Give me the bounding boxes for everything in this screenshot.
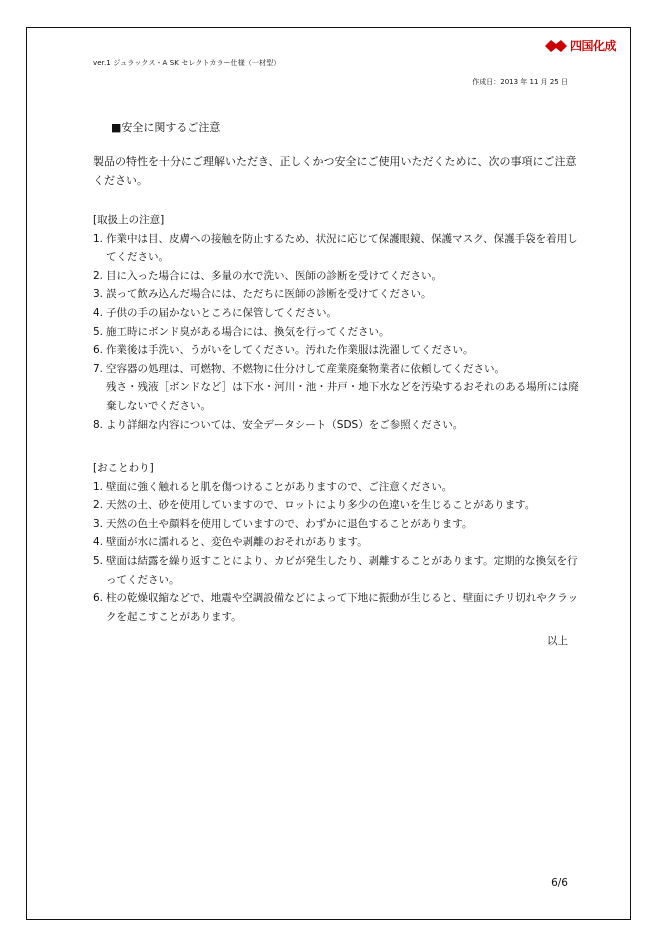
list-item (93, 478, 588, 497)
item-text: 壁面に強く触れると肌を傷つけることがありますので、ご注意ください。 (106, 480, 453, 493)
list-item (93, 267, 588, 286)
list-item (93, 323, 588, 342)
version-label: ver.1 ジュラックス・A SK セレクトカラー仕様（一材型） (93, 59, 281, 67)
item-number: 2. (93, 269, 104, 282)
item-number: 5. (93, 554, 104, 567)
item-number: 2. (93, 499, 104, 512)
item-number: 5. (93, 325, 104, 338)
handling-heading: [取扱上の注意] (93, 214, 165, 226)
company-name: 四国化成 (569, 39, 616, 53)
list-item (93, 515, 588, 534)
item-text: 目に入った場合には、多量の水で洗い、医師の診断を受けてください。 (106, 269, 442, 282)
item-text: より詳細な内容については、安全データシート（SDS）をご参照ください。 (106, 418, 464, 431)
item-text: 天然の色土や顔料を使用していますので、わずかに退色することがあります。 (106, 517, 473, 530)
item-text: 作業中は目、皮膚への接触を防止するため、状況に応じて保護眼鏡、保護マスク、保護手袋を着用してください。 (106, 232, 578, 264)
creation-date: 作成日：2013 年 11 月 25 日 (472, 78, 568, 86)
page-number: 6/6 (551, 877, 568, 889)
closing-mark: 以上 (547, 635, 568, 647)
list-item (93, 360, 588, 379)
intro-paragraph: 製品の特性を十分にご理解いただき、正しくかつ安全にご使用いただくために、次の事項にご注意ください。 (93, 155, 577, 187)
list-item (93, 533, 588, 552)
list-item (93, 552, 588, 589)
item-number: 3. (93, 517, 104, 530)
item-number: 1. (93, 232, 104, 245)
item-number: 3. (93, 288, 104, 301)
list-item (93, 285, 588, 304)
list-item (93, 230, 588, 267)
item-number: 7. (93, 362, 104, 375)
item-text: 作業後は手洗い、うがいをしてください。汚れた作業服は洗濯してください。 (106, 344, 474, 357)
item-number: 8. (93, 418, 104, 431)
item-text: 子供の手の届かないところに保管してください。 (106, 306, 337, 319)
item-number: 6. (93, 344, 104, 357)
list-item (93, 341, 588, 360)
list-item (93, 304, 588, 323)
item-text: 空容器の処理は、可燃物、不燃物に仕分けして産業廃棄物業者に依頼してください。 (106, 362, 505, 375)
item-text: 壁面が水に濡れると、変色や剥離のおそれがあります。 (106, 536, 368, 549)
company-logo-icon (545, 39, 567, 53)
list-item (93, 589, 588, 626)
item-text: 天然の土、砂を使用していますので、ロットにより多少の色違いを生じることがあります。 (106, 499, 536, 512)
item-number: 1. (93, 480, 104, 493)
item-number: 4. (93, 536, 104, 549)
item-note: 残さ・残液［ボンドなど］は下水・河川・池・井戸・地下水などを汚染するおそれのある場所には廃棄しないでください。 (106, 381, 579, 412)
item-text: 施工時にボンド臭がある場合には、換気を行ってください。 (106, 325, 390, 338)
handling-section (93, 211, 588, 434)
document-page (26, 27, 631, 920)
disclaimer-section (93, 459, 588, 626)
item-number: 4. (93, 306, 104, 319)
company-logo (545, 37, 616, 54)
section-title: ■安全に関するご注意 (111, 121, 221, 134)
list-item (93, 416, 588, 435)
item-text: 壁面は結露を繰り返すことにより、カビが発生したり、剥離することがあります。定期的な換気を行ってください。 (106, 554, 578, 586)
item-text: 誤って飲み込んだ場合には、ただちに医師の診断を受けてください。 (106, 288, 432, 301)
item-number: 6. (93, 592, 104, 605)
list-item (93, 496, 588, 515)
item-text: 柱の乾燥収縮などで、地震や空調設備などによって下地に振動が生じると、壁面にチリ切れやクラックを起こすことがあります。 (106, 592, 579, 623)
disclaimer-heading: [おことわり] (93, 462, 154, 474)
